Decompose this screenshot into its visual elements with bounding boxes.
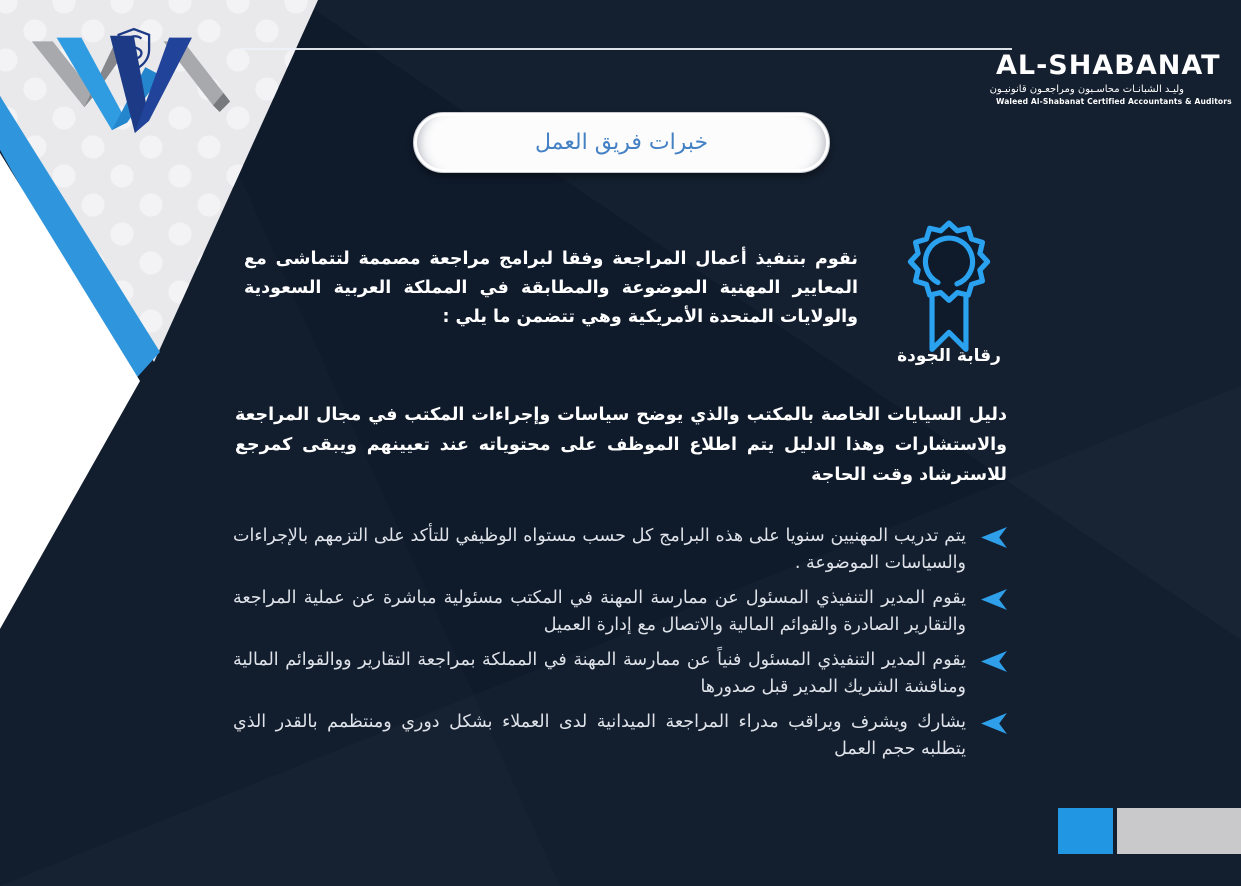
bullet-text: يقوم المدير التنفيذي المسئول عن ممارسة المهنة في المكتب مسئولية مباشرة عن عملية المراجعة والتقارير الصادرة والقوائم المالية والاتصال مع إدارة العميل [233,588,966,635]
list-item [233,709,1007,763]
bullet-arrow-icon [981,713,1007,734]
footer-gray-bar [1117,808,1241,854]
intro-paragraph: نقوم بتنفيذ أعمال المراجعة وفقا لبرامج مراجعة مصممة لتتماشى مع المعايير المهنية الموضوعة والمطابقة في المملكة العربية السعودية والولايات المتحدة الأمريكية وهي تتضمن ما يلي : [244,249,858,327]
bullet-text: يشارك ويشرف ويراقب مدراء المراجعة الميدانية لدى العملاء بشكل دوري ومنتظمم بالقدر الذي يتطلبه حجم العمل [233,712,966,759]
footer-blue-square [1058,808,1113,854]
list-item [233,523,1007,577]
brand-arabic-tagline: وليـد الشبانـات محاسـبون ومراجعـون قانونيـون [989,83,1184,95]
badge-label: رقابة الجودة [897,346,1001,366]
brand-block [989,50,1232,106]
slide-title-pill [413,112,830,173]
bullet-text: يقوم المدير التنفيذي المسئول فنياً عن ممارسة المهنة في المملكة بمراجعة التقارير ووالقوائم المالية ومناقشة الشريك المدير قبل صدورها [233,650,966,697]
bullet-arrow-icon [981,527,1007,548]
bullet-arrow-icon [981,589,1007,610]
bullet-text: يتم تدريب المهنيين سنويا على هذه البرامج كل حسب مستواه الوظيفي للتأكد على التزمهم بالإجراءات والسياسات الموضوعة . [233,526,966,573]
bullet-list [233,523,1007,763]
list-item [233,647,1007,701]
header-rule [240,48,1012,50]
page-title: خبرات فريق العمل [534,130,709,155]
award-ribbon-icon [902,208,996,354]
bullet-arrow-icon [981,651,1007,672]
list-item [233,585,1007,639]
brand-english-tagline: Waleed Al-Shabanat Certified Accountants & Auditors [996,96,1232,106]
logo-w-icon [28,26,233,136]
manual-paragraph: دليل السيايات الخاصة بالمكتب والذي يوضح سياسات وإجراءات المكتب في مجال المراجعة والاستشارات وهذا الدليل يتم اطلاع الموظف على محتوياته عند تعيينهم ويبقى كمرجع للاسترشاد وقت الحاجة [235,405,1007,485]
brand-name: AL-SHABANAT [996,50,1221,81]
